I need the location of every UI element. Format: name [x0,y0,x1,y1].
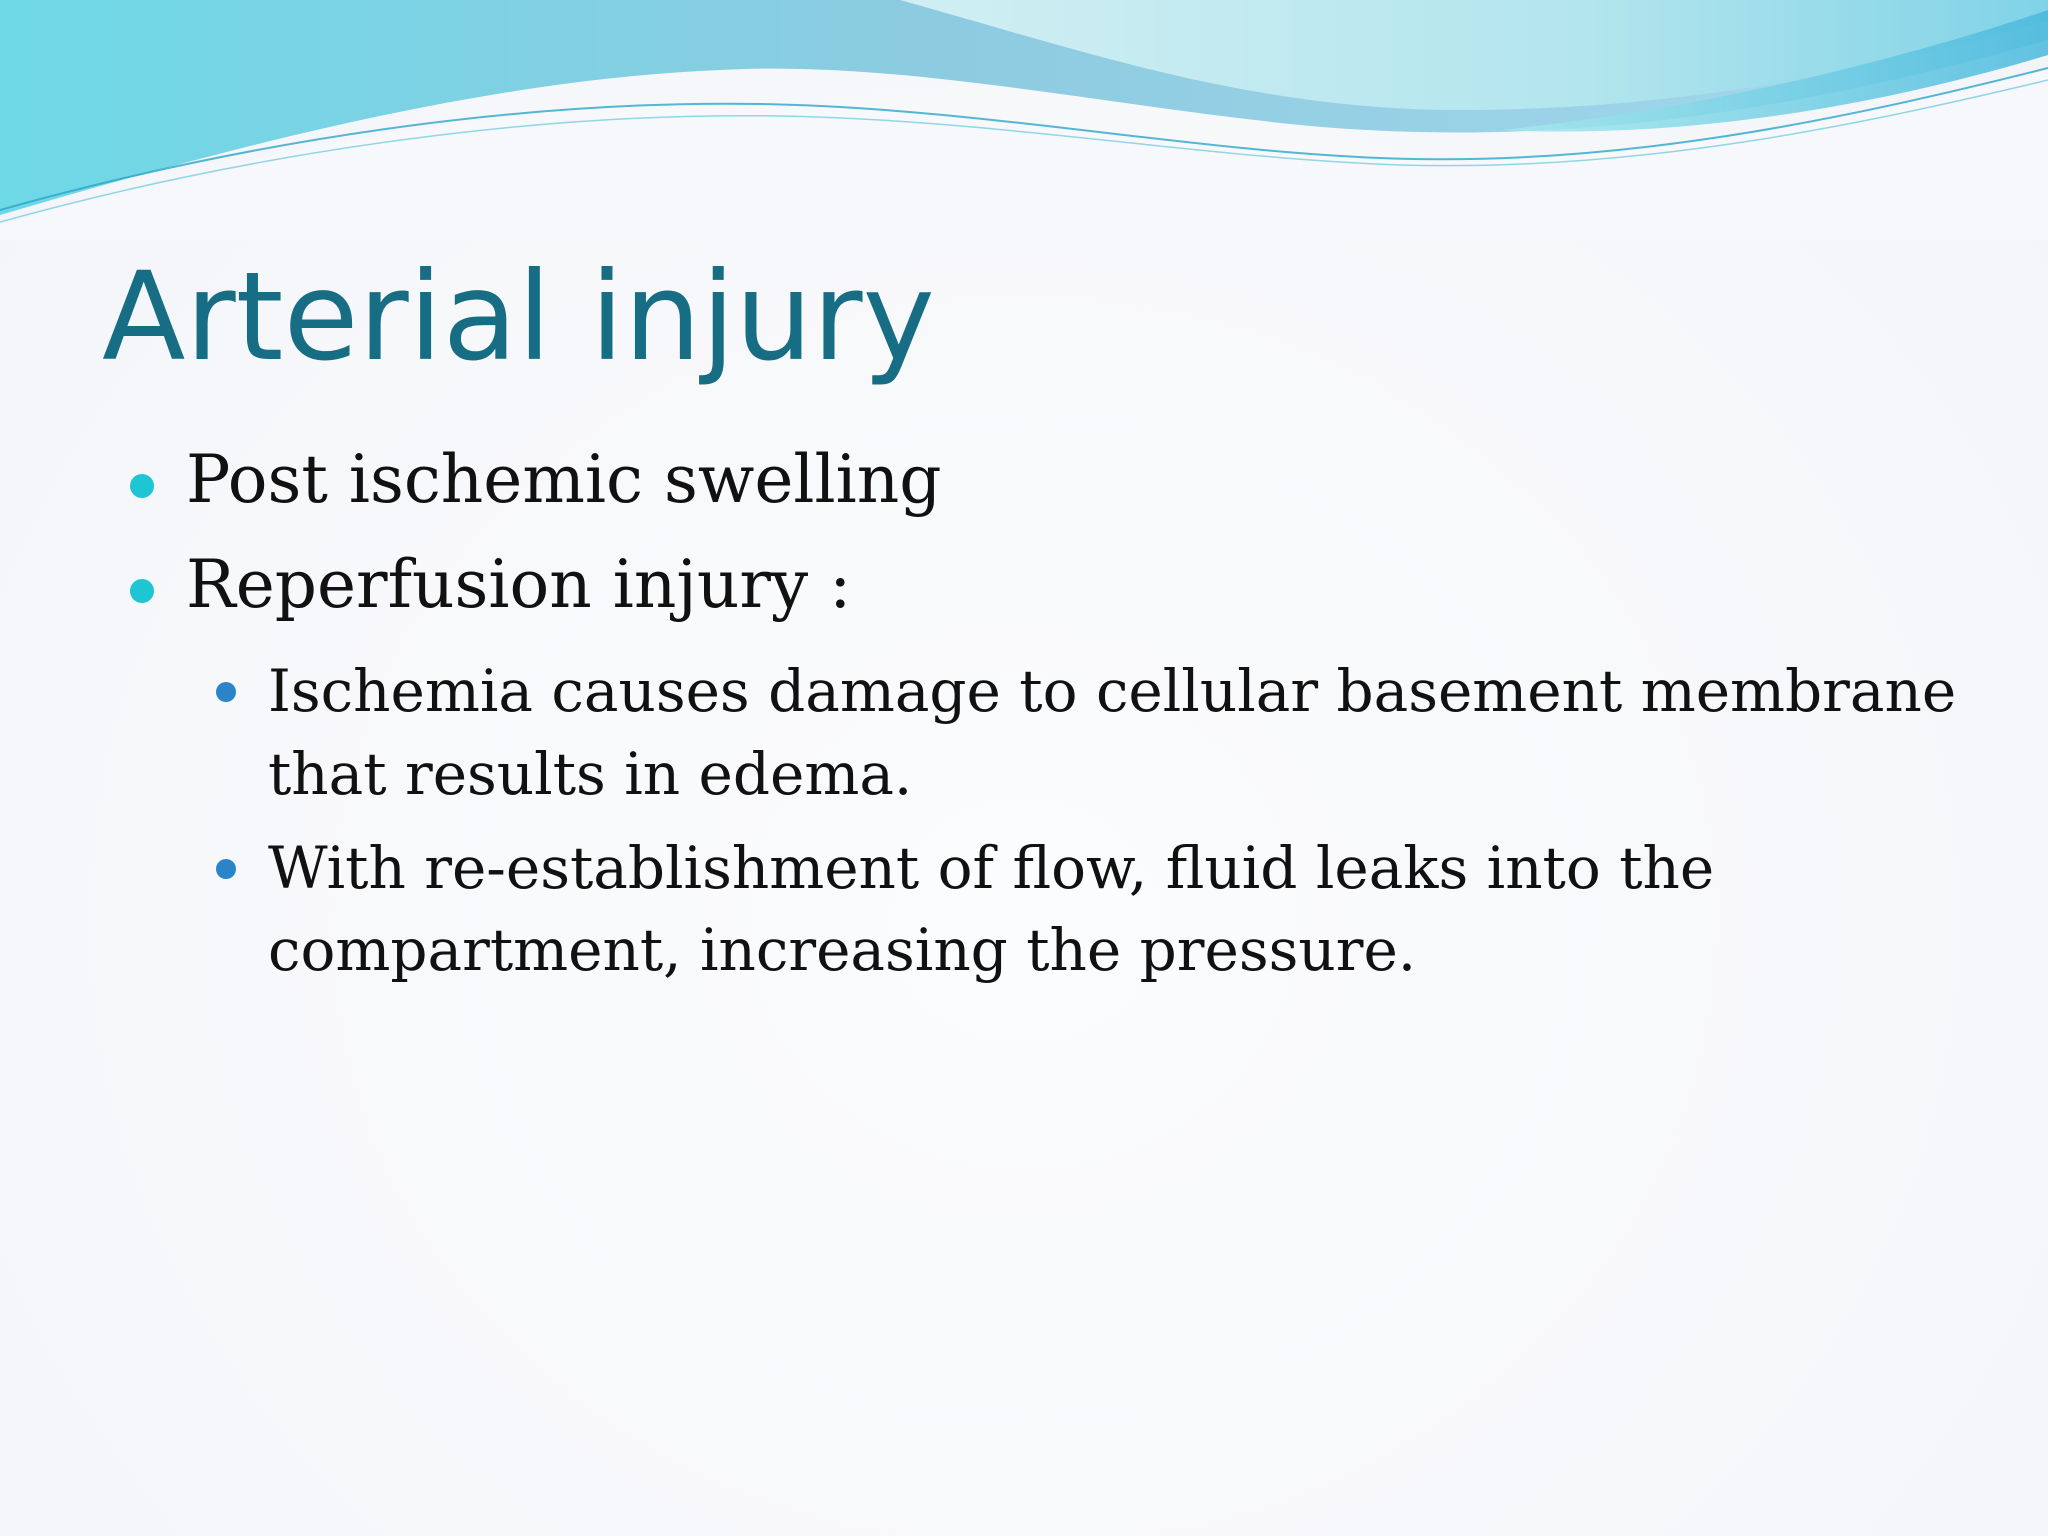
sub-bullet-text: With re-establishment of flow, fluid leaks into the compartment, increasing the pressure. [268,834,1715,985]
bullet-list [130,440,1980,1004]
bullet-text: Reperfusion injury : [186,546,852,624]
sub-bullet-dot-icon [216,682,236,702]
bullet-item [130,440,1980,519]
sub-bullet-list [130,650,1980,991]
slide-title: Arterial injury [102,246,935,388]
sub-bullet-item [268,827,1980,992]
bullet-dot-icon [130,579,154,603]
header-wave-decoration [0,0,2048,240]
bullet-text: Post ischemic swelling [186,441,942,518]
bullet-dot-icon [130,474,154,498]
bullet-item [130,545,1980,624]
sub-bullet-text: Ischemia causes damage to cellular basement membrane that results in edema. [268,657,1957,808]
sub-bullet-item [268,650,1980,815]
sub-bullet-dot-icon [216,859,236,879]
